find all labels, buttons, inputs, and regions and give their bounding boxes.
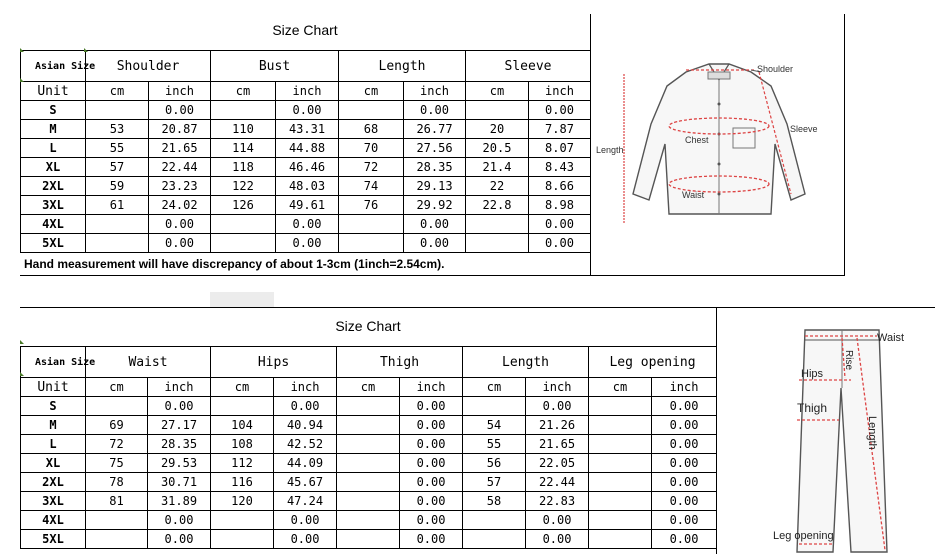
size-label: 2XL [21,473,86,492]
measurement-cell: 21.65 [149,139,211,158]
unit-cell: cm [337,378,400,397]
size-label: XL [21,454,86,473]
measurement-cell: 0.00 [652,454,717,473]
size-label: 3XL [21,492,86,511]
measurement-cell: 43.31 [276,120,339,139]
measurement-cell: 0.00 [404,234,466,253]
shirt-illustration-svg [591,14,844,275]
unit-header: Unit [21,378,86,397]
measurement-cell: 56 [463,454,526,473]
size-label: 5XL [21,530,86,549]
measurement-cell: 0.00 [529,215,591,234]
table-row [21,177,591,196]
size-label: XL [21,158,86,177]
measurement-cell [86,530,148,549]
measurement-cell [337,397,400,416]
measurement-cell: 0.00 [404,101,466,120]
tops-group-bust: Bust [211,51,339,82]
tops-units-row [21,82,591,101]
measurement-cell: 74 [339,177,404,196]
shirt-measurement-diagram [591,14,845,276]
measurement-cell [211,397,274,416]
measurement-cell: 22 [466,177,529,196]
table-row [21,435,717,454]
measurement-cell: 48.03 [276,177,339,196]
measurement-cell [589,454,652,473]
size-label: 4XL [21,511,86,530]
measurement-cell: 54 [463,416,526,435]
size-label: L [21,139,86,158]
measurement-cell: 0.00 [149,215,211,234]
measurement-cell: 8.07 [529,139,591,158]
unit-cell: inch [526,378,589,397]
shirt-chest-label: Chest [685,135,709,145]
table-row [21,120,591,139]
measurement-cell: 0.00 [652,416,717,435]
shirt-shoulder-label: Shoulder [757,64,794,74]
measurement-cell: 69 [86,416,148,435]
table-row [21,492,717,511]
table-row [21,454,717,473]
asian-size-header: Asian Size [21,51,86,82]
measurement-cell: 57 [86,158,149,177]
pants-length-label: Length [866,416,878,450]
measurement-cell: 0.00 [529,101,591,120]
measurement-cell: 46.46 [276,158,339,177]
measurement-cell: 21.65 [526,435,589,454]
measurement-cell: 0.00 [652,492,717,511]
unit-cell: cm [339,82,404,101]
size-label: 5XL [21,234,86,253]
measurement-cell: 8.43 [529,158,591,177]
measurement-cell: 0.00 [274,530,337,549]
measurement-cell: 116 [211,473,274,492]
unit-cell: cm [463,378,526,397]
size-label: 3XL [21,196,86,215]
table-row [21,416,717,435]
measurement-cell: 22.8 [466,196,529,215]
measurement-cell: 126 [211,196,276,215]
measurement-cell: 44.88 [276,139,339,158]
unit-cell: cm [589,378,652,397]
measurement-cell [211,215,276,234]
measurement-cell: 44.09 [274,454,337,473]
unit-cell: inch [274,378,337,397]
measurement-cell [211,511,274,530]
measurement-cell: 0.00 [404,215,466,234]
measurement-cell: 0.00 [274,397,337,416]
measurement-cell [589,416,652,435]
measurement-cell: 68 [339,120,404,139]
measurement-cell: 55 [86,139,149,158]
measurement-cell [337,454,400,473]
measurement-cell: 0.00 [400,397,463,416]
measurement-cell: 112 [211,454,274,473]
measurement-cell: 0.00 [149,234,211,253]
measurement-cell [86,215,149,234]
measurement-cell [86,101,149,120]
shirt-length-label: Length [596,145,624,155]
measurement-cell: 22.44 [526,473,589,492]
measurement-cell: 0.00 [400,416,463,435]
measurement-cell [466,215,529,234]
measurement-cell: 0.00 [148,511,211,530]
measurement-cell [589,435,652,454]
blank-placeholder [210,292,274,307]
measurement-cell: 22.44 [149,158,211,177]
measurement-cell [337,511,400,530]
tops-size-chart-panel [20,14,591,276]
size-label: L [21,435,86,454]
pants-group-thigh: Thigh [337,347,463,378]
measurement-cell: 24.02 [149,196,211,215]
measurement-cell [211,101,276,120]
measurement-cell: 0.00 [400,530,463,549]
pants-group-leg-opening: Leg opening [589,347,717,378]
unit-cell: inch [652,378,717,397]
measurement-cell [466,101,529,120]
measurement-cell: 40.94 [274,416,337,435]
measurement-cell [463,530,526,549]
measurement-cell: 8.66 [529,177,591,196]
unit-header: Unit [21,82,86,101]
measurement-cell: 21.4 [466,158,529,177]
pants-size-chart-panel [20,307,717,554]
measurement-cell: 53 [86,120,149,139]
unit-cell: inch [400,378,463,397]
tops-measurement-note: Hand measurement will have discrepancy of about 1-3cm (1inch=2.54cm). [24,257,445,271]
measurement-cell: 42.52 [274,435,337,454]
measurement-cell: 22.83 [526,492,589,511]
measurement-cell: 0.00 [274,511,337,530]
measurement-cell: 0.00 [652,530,717,549]
measurement-cell [339,101,404,120]
measurement-cell: 20 [466,120,529,139]
unit-cell: inch [148,378,211,397]
table-row [21,158,591,177]
measurement-cell: 0.00 [400,473,463,492]
measurement-cell [589,397,652,416]
measurement-cell: 0.00 [652,473,717,492]
measurement-cell [337,473,400,492]
shirt-waist-label: Waist [682,190,705,200]
measurement-cell: 0.00 [276,101,339,120]
measurement-cell: 27.17 [148,416,211,435]
measurement-cell: 0.00 [652,435,717,454]
measurement-cell: 110 [211,120,276,139]
measurement-cell: 0.00 [529,234,591,253]
measurement-cell: 81 [86,492,148,511]
table-row [21,215,591,234]
measurement-cell: 28.35 [148,435,211,454]
measurement-cell: 22.05 [526,454,589,473]
measurement-cell: 0.00 [276,215,339,234]
measurement-cell: 26.77 [404,120,466,139]
measurement-cell: 0.00 [148,530,211,549]
measurement-cell: 49.61 [276,196,339,215]
pants-waist-label: Waist [877,332,905,344]
size-label: S [21,101,86,120]
corner-tick [20,372,24,376]
measurement-cell [463,511,526,530]
measurement-cell: 0.00 [400,435,463,454]
measurement-cell: 27.56 [404,139,466,158]
tops-chart-title: Size Chart [272,22,338,38]
table-row [21,511,717,530]
pants-measurement-diagram [717,307,935,554]
measurement-cell [211,234,276,253]
pants-size-table [20,346,717,549]
table-row [21,234,591,253]
pants-rise-label: Rise [843,350,854,371]
tops-size-table [20,50,591,253]
measurement-cell: 59 [86,177,149,196]
measurement-cell: 0.00 [652,397,717,416]
tops-group-length: Length [339,51,466,82]
measurement-cell: 72 [339,158,404,177]
corner-tick [20,48,24,52]
measurement-cell: 0.00 [148,397,211,416]
size-label: S [21,397,86,416]
measurement-cell: 20.5 [466,139,529,158]
unit-cell: inch [149,82,211,101]
size-label: M [21,416,86,435]
unit-cell: cm [86,82,149,101]
measurement-cell [589,530,652,549]
measurement-cell [337,435,400,454]
measurement-cell: 114 [211,139,276,158]
tops-group-shoulder: Shoulder [86,51,211,82]
measurement-cell [337,416,400,435]
unit-cell: cm [211,378,274,397]
size-label: 2XL [21,177,86,196]
pants-group-waist: Waist [86,347,211,378]
corner-tick [84,48,88,52]
measurement-cell [86,234,149,253]
pants-group-length: Length [463,347,589,378]
pants-thigh-label: Thigh [797,401,828,415]
measurement-cell: 0.00 [526,397,589,416]
measurement-cell: 28.35 [404,158,466,177]
asian-size-header: Asian Size [21,347,86,378]
measurement-cell: 0.00 [400,511,463,530]
measurement-cell: 108 [211,435,274,454]
table-row [21,473,717,492]
unit-cell: inch [276,82,339,101]
measurement-cell: 57 [463,473,526,492]
tops-group-sleeve: Sleeve [466,51,591,82]
measurement-cell: 30.71 [148,473,211,492]
measurement-cell: 0.00 [276,234,339,253]
measurement-cell [339,234,404,253]
measurement-cell: 20.87 [149,120,211,139]
measurement-cell: 70 [339,139,404,158]
measurement-cell: 0.00 [400,454,463,473]
measurement-cell: 23.23 [149,177,211,196]
pants-hips-label: Hips [801,368,824,380]
measurement-cell: 120 [211,492,274,511]
size-label: M [21,120,86,139]
table-row [21,530,717,549]
measurement-cell [211,530,274,549]
measurement-cell: 122 [211,177,276,196]
table-row [21,101,591,120]
measurement-cell: 31.89 [148,492,211,511]
measurement-cell: 58 [463,492,526,511]
pants-units-row [21,378,717,397]
unit-cell: inch [529,82,591,101]
pants-illustration-svg [717,308,935,554]
measurement-cell: 78 [86,473,148,492]
unit-cell: cm [211,82,276,101]
unit-cell: cm [466,82,529,101]
measurement-cell: 55 [463,435,526,454]
measurement-cell: 118 [211,158,276,177]
measurement-cell [86,511,148,530]
pants-leg-opening-label: Leg opening [773,530,834,542]
measurement-cell [337,492,400,511]
measurement-cell [337,530,400,549]
measurement-cell: 7.87 [529,120,591,139]
unit-cell: cm [86,378,148,397]
measurement-cell: 72 [86,435,148,454]
measurement-cell [466,234,529,253]
measurement-cell [463,397,526,416]
table-row [21,139,591,158]
shirt-sleeve-label: Sleeve [790,124,818,134]
measurement-cell: 8.98 [529,196,591,215]
measurement-cell [86,397,148,416]
measurement-cell: 0.00 [652,511,717,530]
table-row [21,397,717,416]
table-row [21,196,591,215]
measurement-cell: 45.67 [274,473,337,492]
measurement-cell [589,492,652,511]
measurement-cell: 0.00 [149,101,211,120]
measurement-cell: 0.00 [526,530,589,549]
size-label: 4XL [21,215,86,234]
measurement-cell [589,473,652,492]
pants-group-hips: Hips [211,347,337,378]
measurement-cell [339,215,404,234]
unit-cell: inch [404,82,466,101]
measurement-cell: 75 [86,454,148,473]
corner-tick [20,78,24,82]
corner-tick [20,340,24,344]
measurement-cell: 47.24 [274,492,337,511]
measurement-cell: 76 [339,196,404,215]
measurement-cell: 104 [211,416,274,435]
measurement-cell [589,511,652,530]
measurement-cell: 21.26 [526,416,589,435]
measurement-cell: 0.00 [526,511,589,530]
pants-chart-title: Size Chart [335,318,401,334]
measurement-cell: 29.92 [404,196,466,215]
measurement-cell: 61 [86,196,149,215]
measurement-cell: 29.53 [148,454,211,473]
measurement-cell: 29.13 [404,177,466,196]
measurement-cell: 0.00 [400,492,463,511]
